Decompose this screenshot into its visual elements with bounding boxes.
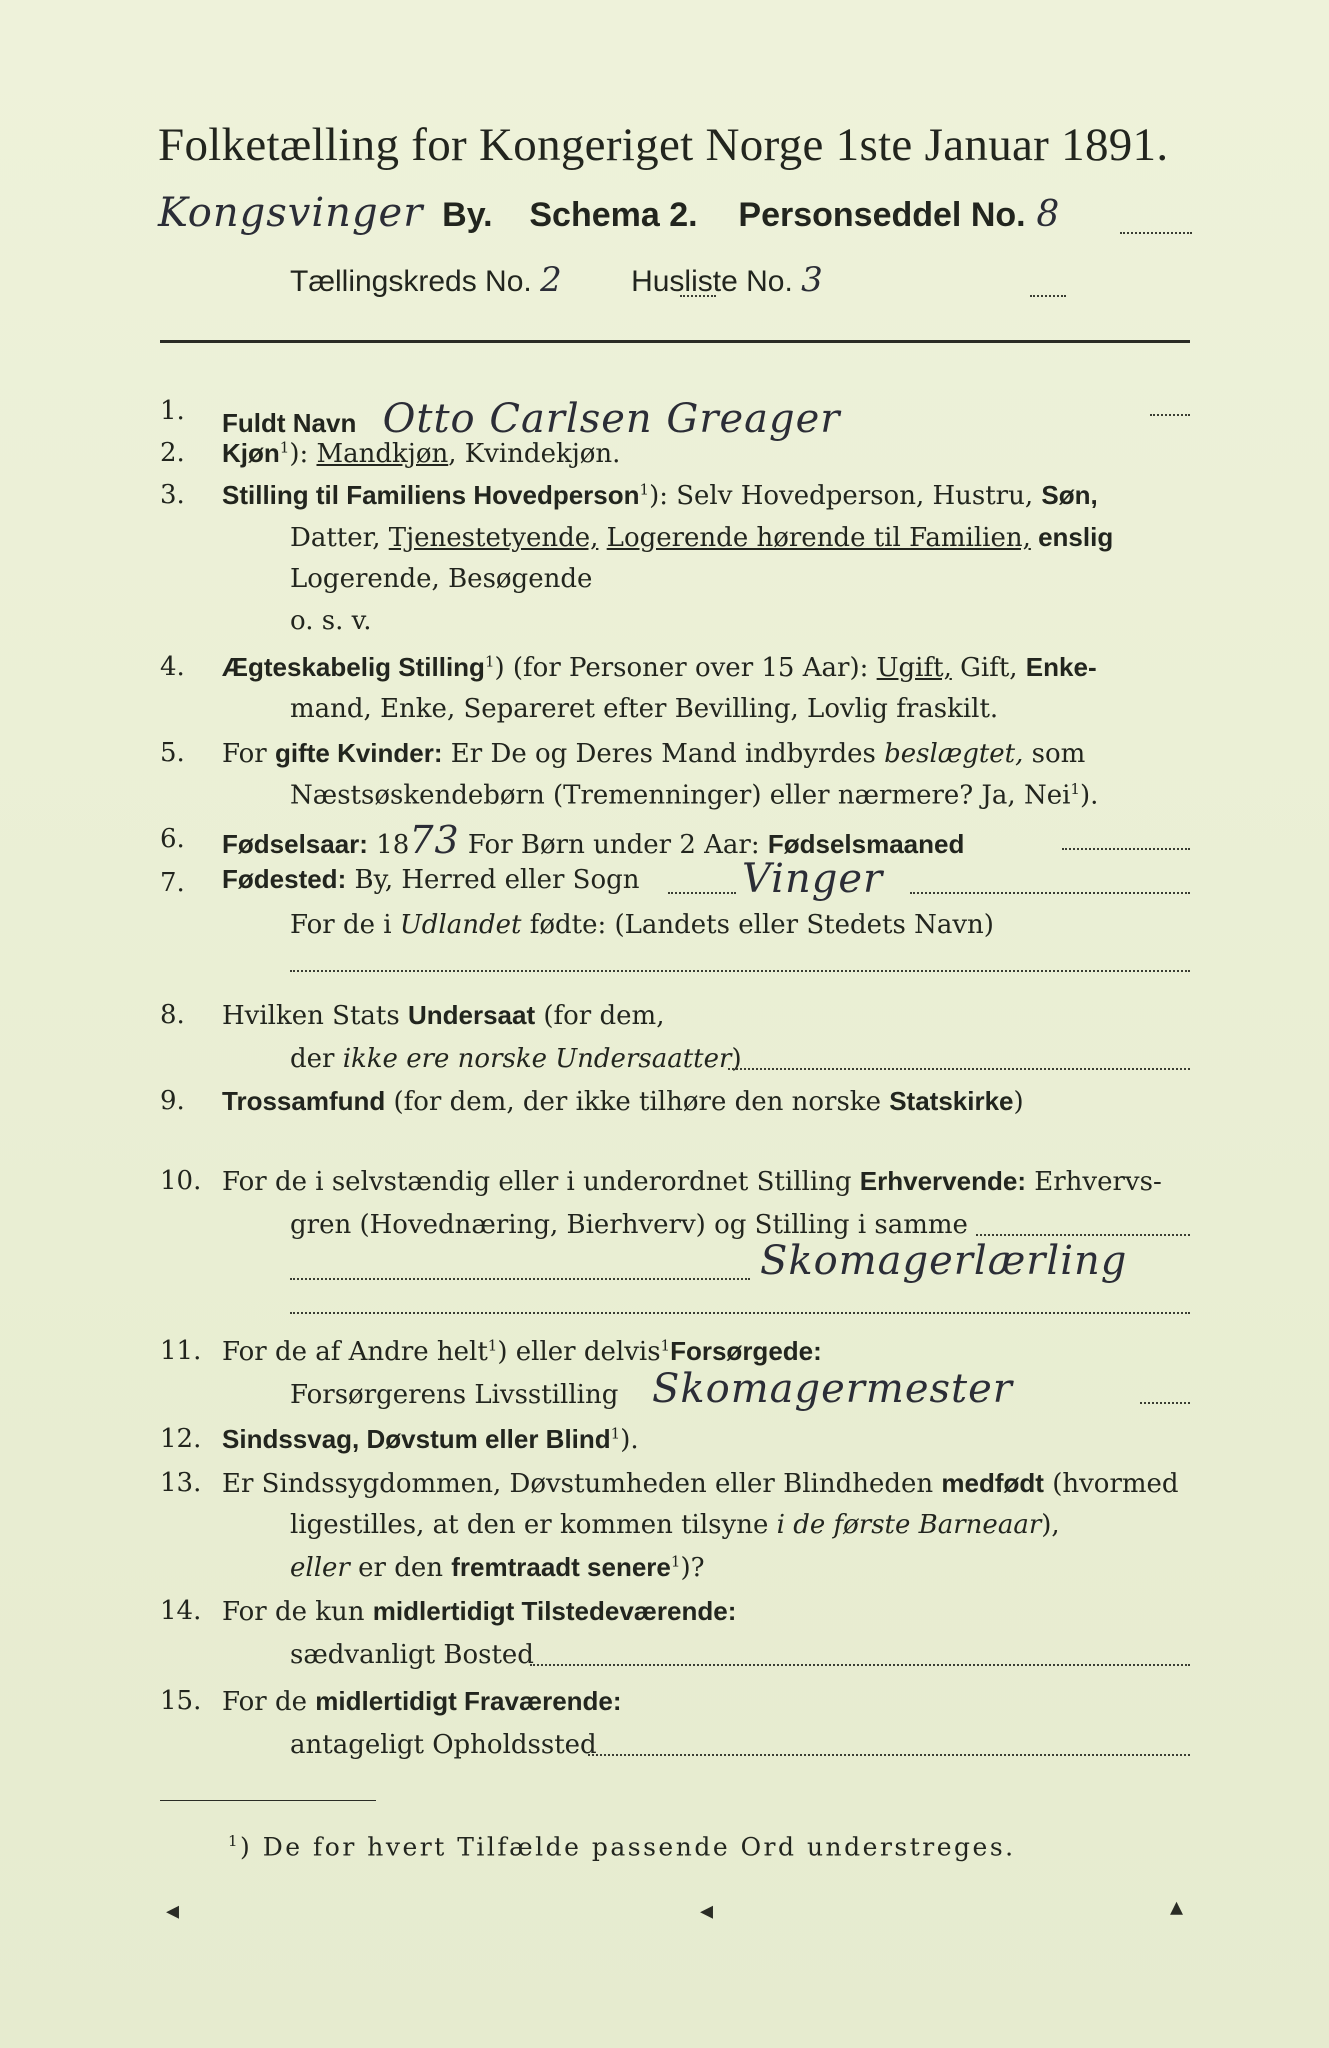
q14-label: midlertidigt Tilstedeværende: [372, 1596, 737, 1626]
q3-line-2 [290, 522, 1113, 553]
header-rule [160, 340, 1190, 343]
q1-dots [1150, 414, 1190, 416]
q3-datter: Datter, [290, 523, 389, 553]
q13-line-1 [222, 1468, 1179, 1499]
q4-line-2: mand, Enke, Separeret efter Bevilling, Lovlig fraskilt. [290, 694, 999, 724]
q8-number: 8. [160, 1000, 185, 1030]
q4-ugift: Ugift, [876, 653, 952, 683]
q2-line [222, 438, 620, 469]
q10-line-1 [222, 1166, 1162, 1197]
q6-prefix: 18 [367, 830, 410, 860]
q10-rest: Erhvervs- [1025, 1167, 1162, 1197]
q12-line [222, 1424, 639, 1455]
q15-lead: For de [222, 1687, 316, 1717]
q2-label: Kjøn [222, 438, 280, 468]
q7-dots-c [290, 970, 1190, 972]
q13-line2-italic: i de første Barneaar [776, 1510, 1042, 1540]
q11-line-1 [222, 1336, 822, 1367]
q3-logerende-horende: Logerende hørende til Familien, [606, 523, 1031, 553]
q13-lead: Er Sindssygdommen, Døvstumheden eller Blindheden [222, 1469, 942, 1499]
q15-number: 15. [160, 1686, 202, 1716]
q10-dots-a [976, 1234, 1190, 1236]
q11-lead: For de af Andre helt [222, 1337, 488, 1367]
q12-number: 12. [160, 1424, 202, 1454]
q13-label: medfødt [941, 1468, 1044, 1498]
q6-dots [1062, 848, 1190, 850]
q3-number: 3. [160, 480, 185, 510]
q13-line-2 [290, 1510, 1060, 1540]
q13-footnote-mark: 1 [670, 1552, 681, 1571]
q2-footnote-mark: 1 [279, 438, 290, 457]
q4-enke: Enke- [1025, 652, 1097, 682]
q10-lead: For de i selvstændig eller i underordnet Stilling [222, 1167, 860, 1197]
q2-colon: ): [289, 439, 317, 469]
q13-eller: eller [290, 1553, 350, 1583]
q8-line-1 [222, 1000, 664, 1031]
q7-udlandet: Udlandet [399, 910, 522, 940]
q3-son: Søn, [1041, 480, 1098, 510]
q11-dots [1140, 1402, 1190, 1404]
q13-rest: (hvormed [1043, 1469, 1179, 1499]
husliste-number: 3 [801, 260, 824, 300]
q5-line2-text: Næstsøskendebørn (Tremenninger) eller nærmere? Ja, Nei [290, 780, 1071, 811]
q13-line3-a: er den [349, 1553, 452, 1583]
schema-label: Schema 2. [529, 196, 698, 234]
personseddel-dots [1120, 232, 1192, 234]
q5-rest: Er De og Deres Mand indbyrdes [442, 739, 885, 769]
q2-mandkjon: Mandkjøn [316, 439, 449, 469]
husliste-label: Husliste No. [631, 265, 793, 298]
q11-label: Forsørgede: [670, 1336, 822, 1366]
q7-line2-a: For de i [290, 910, 400, 940]
q8-dots [728, 1068, 1190, 1070]
q11-footnote-mark-b: 1 [660, 1336, 671, 1355]
q13-line2-b: ), [1041, 1510, 1060, 1540]
q13-line-3 [290, 1552, 705, 1583]
q11-line-2: Forsørgerens Livsstilling [290, 1380, 619, 1410]
q14-dots [530, 1664, 1190, 1666]
q8-label: Undersaat [407, 1000, 536, 1030]
husliste-dots [1030, 295, 1066, 297]
q15-line-1 [222, 1686, 622, 1717]
q5-number: 5. [160, 738, 185, 768]
q3-line-1 [222, 480, 1098, 511]
footnote-mark: 1 [228, 1832, 241, 1850]
q9-number: 9. [160, 1086, 185, 1116]
kreds-number: 2 [540, 260, 563, 300]
q6-birthyear-handwritten: 73 [409, 818, 460, 862]
q8-line2-b: ) [731, 1044, 742, 1074]
q10-line-2: gren (Hovednæring, Bierhverv) og Stilling i samme [290, 1210, 968, 1240]
q10-dots-c [290, 1312, 1190, 1314]
q10-label: Erhvervende: [859, 1166, 1026, 1196]
q4-footnote-mark: 1 [484, 652, 495, 671]
q3-enslig: enslig [1030, 522, 1114, 552]
q7-line-2 [290, 910, 994, 940]
q14-line-1 [222, 1596, 736, 1627]
q11-provider-handwritten: Skomagermester [652, 1366, 1013, 1412]
q7-line2-b: fødte: (Landets eller Stedets Navn) [521, 910, 994, 940]
q7-dots-a [668, 892, 736, 894]
q10-dots-b [290, 1278, 750, 1280]
q5-line-2 [290, 780, 1098, 811]
q12-footnote-mark: 1 [610, 1424, 621, 1443]
q13-line2-a: ligestilles, at den er kommen tilsyne [290, 1510, 777, 1540]
q5-som: som [1023, 739, 1086, 769]
q5-beslaegtet: beslægtet, [884, 739, 1024, 769]
q9-end: ) [1013, 1087, 1024, 1117]
q1-handwritten-name: Otto Carlsen Greager [382, 396, 841, 442]
q14-lead: For de kun [222, 1597, 373, 1627]
kreds-label: Tællingskreds No. [290, 265, 532, 298]
q5-lead: For [222, 739, 275, 769]
q14-line-2: sædvanligt Bosted [290, 1640, 534, 1670]
q7-rest: By, Herred eller Sogn [346, 865, 640, 895]
q8-line2-a: der [290, 1044, 343, 1074]
q5-line-1 [222, 738, 1085, 769]
q11-footnote-mark-a: 1 [487, 1336, 498, 1355]
q13-fremtraadt: fremtraadt senere [451, 1552, 671, 1582]
q5-label: gifte Kvinder: [274, 738, 443, 768]
registration-mark-right: ▴ [1170, 1892, 1184, 1922]
q3-label: Stilling til Familiens Hovedperson [222, 480, 640, 510]
q1-label: Fuldt Navn [222, 408, 357, 438]
q15-line-2: antageligt Opholdssted [290, 1730, 597, 1760]
q9-line [222, 1086, 1024, 1117]
form-title: Folketælling for Kongeriget Norge 1ste Januar 1891. [158, 119, 1169, 171]
q8-lead: Hvilken Stats [222, 1001, 408, 1031]
q7-line-1 [222, 864, 640, 895]
by-label: By. [442, 196, 493, 234]
q3-footnote-mark: 1 [639, 480, 650, 499]
q10-number: 10. [160, 1166, 202, 1196]
q11-number: 11. [160, 1336, 202, 1366]
q3-line1-rest: ): Selv Hovedperson, Hustru, [649, 481, 1042, 511]
kreds-dots [680, 295, 716, 297]
q4-rest: ) (for Personer over 15 Aar): [494, 653, 877, 683]
q15-label: midlertidigt Fraværende: [315, 1686, 622, 1716]
q2-rest: , Kvindekjøn. [448, 439, 621, 469]
q7-birthplace-handwritten: Vinger [742, 856, 884, 902]
q6-label: Fødselsaar: [222, 829, 368, 859]
q13-line3-end: )? [680, 1553, 705, 1583]
q13-number: 13. [160, 1468, 202, 1498]
registration-mark-center: ◂ [700, 1896, 714, 1926]
q5-line2-end: ). [1079, 780, 1099, 811]
q6-rest: For Børn under 2 Aar: [459, 830, 768, 860]
q11-mid: ) eller delvis [497, 1337, 661, 1367]
q7-number: 7. [160, 868, 185, 898]
q4-gift: Gift, [951, 653, 1026, 683]
q9-statskirke: Statskirke [889, 1086, 1014, 1116]
q4-label: Ægteskabelig Stilling [222, 652, 485, 682]
header-line-2 [158, 190, 1060, 236]
q9-label: Trossamfund [222, 1086, 386, 1116]
q15-dots [588, 1754, 1190, 1756]
q1-line [222, 396, 840, 442]
q6-label2: Fødselsmaaned [767, 829, 965, 859]
q3-space [598, 523, 606, 553]
q7-dots-b [910, 892, 1190, 894]
q5-footnote-mark: 1 [1070, 780, 1080, 798]
q6-number: 6. [160, 824, 185, 854]
q12-end: ). [620, 1425, 639, 1455]
q8-line-2 [290, 1044, 742, 1074]
place-handwritten: Kongsvinger [158, 190, 424, 236]
q3-line-4: o. s. v. [290, 606, 372, 636]
q4-number: 4. [160, 652, 185, 682]
footnote-rule [160, 1800, 376, 1801]
footnote [228, 1832, 1016, 1861]
q8-line2-italic: ikke ere norske Undersaatter [342, 1044, 732, 1074]
q7-label: Fødested: [222, 864, 347, 894]
personseddel-number: 8 [1036, 194, 1061, 235]
q14-number: 14. [160, 1596, 202, 1626]
q3-line-3: Logerende, Besøgende [290, 564, 593, 594]
q1-number: 1. [160, 396, 185, 426]
q10-occupation-handwritten: Skomagerlærling [760, 1238, 1128, 1284]
q3-tjenestetyende: Tjenestetyende, [388, 523, 599, 553]
q9-rest: (for dem, der ikke tilhøre den norske [385, 1087, 890, 1117]
q8-rest: (for dem, [535, 1001, 665, 1031]
q4-line-1 [222, 652, 1097, 683]
personseddel-label: Personseddel No. [738, 196, 1026, 234]
q2-number: 2. [160, 438, 185, 468]
q12-label: Sindssvag, Døvstum eller Blind [222, 1424, 611, 1454]
header-line-3 [290, 260, 824, 300]
registration-mark-left: ◂ [166, 1896, 180, 1926]
footnote-text: ) De for hvert Tilfælde passende Ord understreges. [240, 1832, 1016, 1862]
